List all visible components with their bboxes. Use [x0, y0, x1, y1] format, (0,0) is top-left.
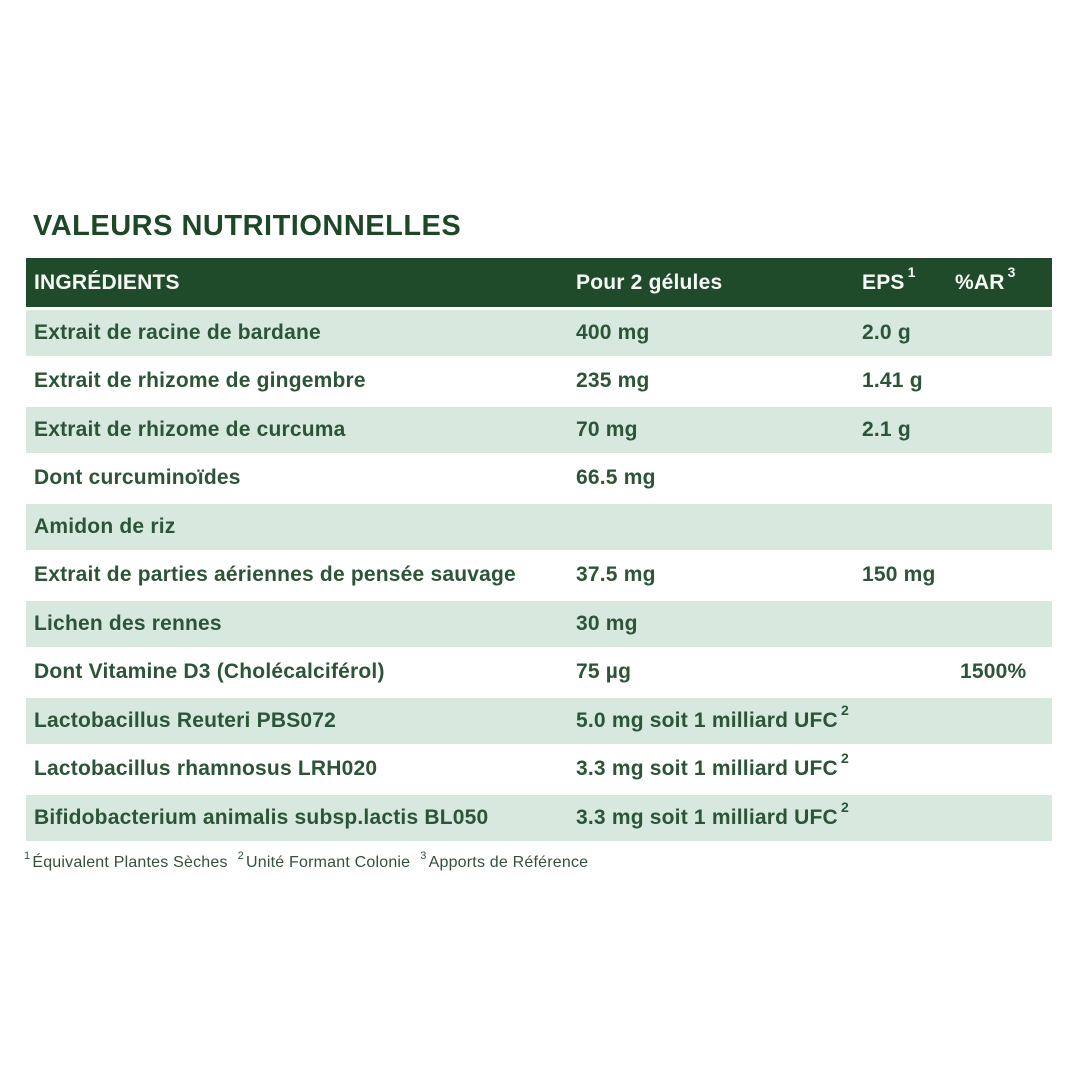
table-row	[26, 310, 1052, 356]
ingredient-name: Dont Vitamine D3 (Cholécalciférol)	[34, 660, 385, 683]
quantity-footnote-ref: 2	[840, 701, 849, 718]
quantity-value: 235 mg	[576, 369, 650, 392]
table-row	[26, 455, 1052, 501]
footnotes	[24, 850, 1052, 872]
ingredient-quantity	[576, 515, 862, 539]
header-ar-footnote-ref: 3	[1007, 263, 1016, 280]
footnote-2-text: Unité Formant Colonie	[246, 853, 411, 871]
header-eps-label: EPS	[862, 270, 905, 294]
ingredient-quantity	[576, 750, 862, 781]
ingredient-eps: 2.0 g	[862, 320, 911, 344]
ingredient-name: Lactobacillus Reuteri PBS072	[34, 708, 337, 732]
ingredient-ar: 1500%	[960, 660, 1027, 683]
footnote-3-marker: 3	[420, 850, 427, 863]
page-title: VALEURS NUTRITIONNELLES	[33, 210, 462, 242]
footnote-2-marker: 2	[237, 850, 244, 863]
table-row	[26, 746, 1052, 792]
table-row	[26, 649, 1052, 695]
header-per-2-gelules: Pour 2 gélules	[576, 270, 723, 294]
quantity-value: 66.5 mg	[576, 466, 656, 489]
table-header-row	[26, 258, 1052, 307]
footnote-1-marker: 1	[24, 850, 31, 863]
quantity-value: 37.5 mg	[576, 563, 656, 586]
header-eps-footnote-ref: 1	[907, 263, 916, 280]
ingredient-quantity	[576, 798, 862, 830]
ingredient-quantity	[576, 563, 862, 587]
ingredient-name: Lactobacillus rhamnosus LRH020	[34, 757, 378, 780]
ingredient-eps: 150 mg	[862, 563, 936, 586]
quantity-footnote-ref: 2	[840, 750, 849, 766]
ingredient-name: Amidon de riz	[34, 514, 176, 538]
ingredient-quantity	[576, 466, 862, 490]
ingredient-name: Lichen des rennes	[34, 611, 222, 635]
quantity-value: 5.0 mg soit 1 milliard UFC	[576, 708, 838, 732]
ingredient-name: Extrait de racine de bardane	[34, 320, 321, 344]
table-row	[26, 504, 1052, 550]
quantity-value: 3.3 mg soit 1 milliard UFC	[576, 805, 838, 829]
nutrition-label	[26, 0, 1052, 872]
footnote-1-text: Équivalent Plantes Sèches	[32, 853, 228, 871]
ingredient-name: Extrait de rhizome de curcuma	[34, 417, 346, 441]
header-ar-label: %AR	[955, 270, 1005, 294]
ingredient-name: Dont curcuminoïdes	[34, 466, 241, 489]
ingredient-name: Bifidobacterium animalis subsp.lactis BL050	[34, 805, 489, 829]
quantity-value: 400 mg	[576, 320, 650, 344]
quantity-value: 75 µg	[576, 660, 632, 683]
ingredient-quantity	[576, 701, 862, 733]
ingredient-eps: 1.41 g	[862, 369, 923, 392]
ingredient-quantity	[576, 369, 862, 393]
nutrition-table	[26, 258, 1052, 841]
quantity-value: 70 mg	[576, 417, 638, 441]
header-eps	[862, 263, 955, 295]
header-ar	[955, 263, 1052, 295]
ingredient-eps: 2.1 g	[862, 417, 911, 441]
ingredient-quantity	[576, 612, 862, 636]
ingredient-name: Extrait de parties aériennes de pensée sauvage	[34, 563, 516, 586]
ingredient-quantity	[576, 321, 862, 345]
quantity-value: 30 mg	[576, 611, 638, 635]
header-ingredients: INGRÉDIENTS	[34, 270, 180, 294]
ingredient-quantity	[576, 418, 862, 442]
table-row	[26, 698, 1052, 744]
table-row	[26, 407, 1052, 453]
ingredient-name: Extrait de rhizome de gingembre	[34, 369, 366, 392]
table-row	[26, 552, 1052, 598]
table-row	[26, 601, 1052, 647]
footnote-3-text: Apports de Référence	[428, 853, 589, 871]
ingredient-quantity	[576, 660, 862, 684]
table-row	[26, 795, 1052, 841]
quantity-value: 3.3 mg soit 1 milliard UFC	[576, 757, 838, 780]
table-row	[26, 358, 1052, 404]
quantity-footnote-ref: 2	[840, 798, 849, 815]
